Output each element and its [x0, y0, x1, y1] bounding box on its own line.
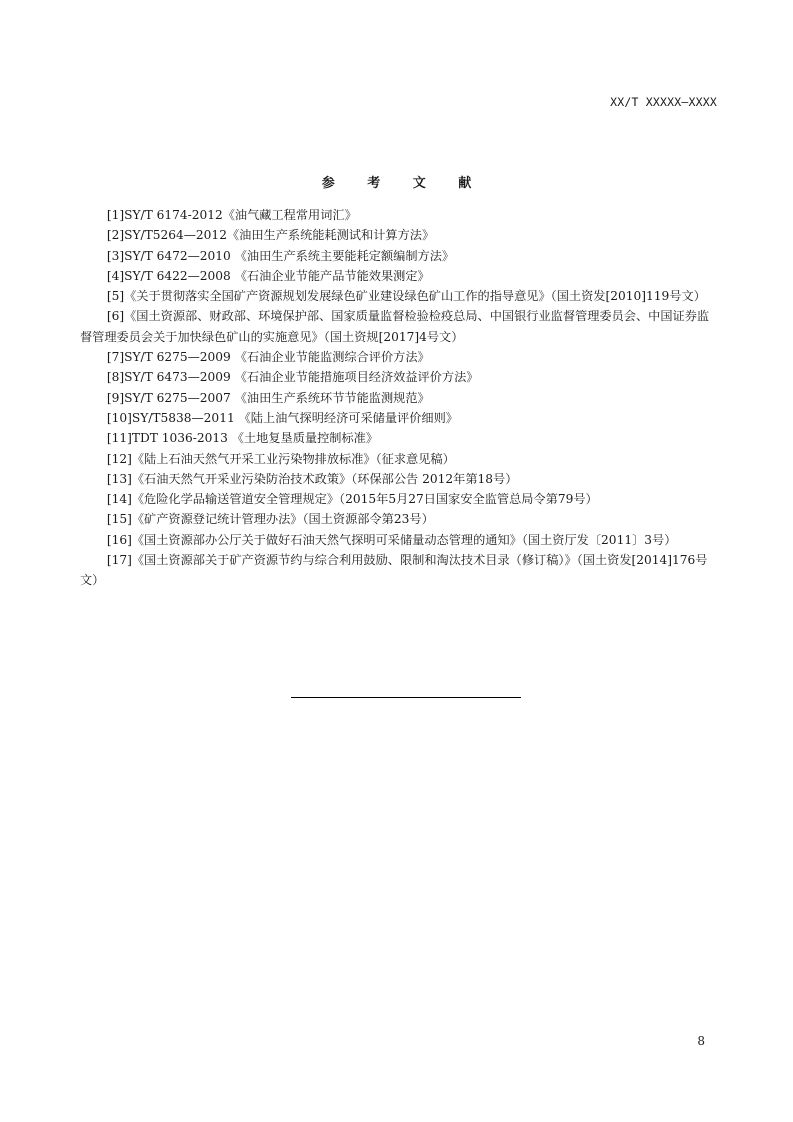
reference-item: [3]SY/T 6472—2010 《油田生产系统主要能耗定额编制方法》 [106, 248, 455, 263]
reference-item: [16]《国土资源部办公厅关于做好石油天然气探明可采储量动态管理的通知》（国土资厅发〔2011〕3号） [106, 532, 677, 547]
reference-item: [13]《石油天然气开采业污染防治技术政策》（环保部公告 2012年第18号） [106, 471, 518, 486]
end-divider [291, 697, 521, 698]
reference-item: [17]《国土资源部关于矿产资源节约与综合利用鼓励、限制和淘汰技术目录（修订稿）》（国土资发[2014]176号文） [80, 553, 708, 588]
reference-item: [1]SY/T 6174-2012《油气藏工程常用词汇》 [106, 208, 357, 222]
standard-code-header: XX/T XXXXX—XXXX [610, 95, 717, 109]
reference-item: [10]SY/T5838—2011 《陆上油气探明经济可采储量评价细则》 [106, 410, 458, 425]
reference-list [80, 205, 718, 591]
reference-item: [12]《陆上石油天然气开采工业污染物排放标准》（征求意见稿） [106, 451, 455, 466]
page-title: 参 考 文 献 [321, 176, 486, 191]
reference-item: [4]SY/T 6422—2008 《石油企业节能产品节能效果测定》 [106, 268, 430, 283]
page-number: 8 [697, 1034, 705, 1048]
reference-item: [7]SY/T 6275—2009 《石油企业节能监测综合评价方法》 [106, 350, 430, 365]
reference-item: [14]《危险化学品输送管道安全管理规定》（2015年5月27日国家安全监管总局令第79号） [106, 492, 598, 507]
reference-item: [11]TDT 1036-2013 《土地复垦质量控制标准》 [106, 431, 379, 446]
reference-item: [15]《矿产资源登记统计管理办法》（国土资源部令第23号） [106, 512, 434, 527]
reference-item: [8]SY/T 6473—2009 《石油企业节能措施项目经济效益评价方法》 [106, 370, 479, 385]
reference-item: [5]《关于贯彻落实全国矿产资源规划发展绿色矿业建设绿色矿山工作的指导意见》（国土资发[2010]119号文） [106, 289, 706, 304]
reference-item: [9]SY/T 6275—2007 《油田生产系统环节节能监测规范》 [106, 390, 430, 405]
reference-item: [6]《国土资源部、财政部、环境保护部、国家质量监督检验检疫总局、中国银行业监督管理委员会、中国证券监督管理委员会关于加快绿色矿山的实施意见》（国土资规[2017]4号文） [80, 309, 710, 344]
reference-item: [2]SY/T5264—2012《油田生产系统能耗测试和计算方法》 [106, 228, 435, 243]
